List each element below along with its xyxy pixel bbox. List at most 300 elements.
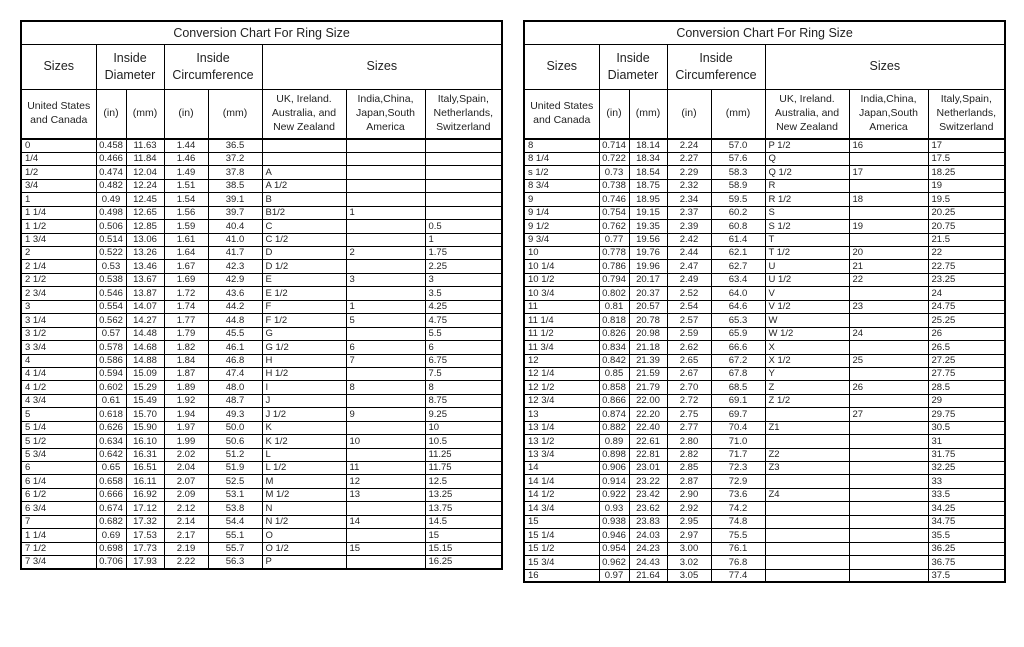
- cell: 37.5: [928, 569, 1005, 582]
- cell: 9: [524, 193, 599, 206]
- cell: [765, 408, 849, 421]
- cell: 0.562: [96, 314, 126, 327]
- cell: 3.05: [667, 569, 711, 582]
- cell: 20: [849, 247, 928, 260]
- cell: [425, 139, 502, 152]
- cell: 0.89: [599, 435, 629, 448]
- cell: 10 1/2: [524, 273, 599, 286]
- cell: [346, 233, 425, 246]
- cell: 2.29: [667, 166, 711, 179]
- cell: [849, 233, 928, 246]
- cell: 11 3/4: [524, 341, 599, 354]
- cell: 8: [524, 139, 599, 152]
- cell: 23.25: [928, 273, 1005, 286]
- cell: 4.25: [425, 300, 502, 313]
- ring-size-chart-right: [523, 20, 1006, 583]
- cell: 69.7: [711, 408, 765, 421]
- cell: 4 1/4: [21, 367, 96, 380]
- cell: 11.84: [126, 152, 164, 165]
- cell: 2.39: [667, 220, 711, 233]
- cell: Q 1/2: [765, 166, 849, 179]
- cell: D 1/2: [262, 260, 346, 273]
- cell: [849, 341, 928, 354]
- chart-title: Conversion Chart For Ring Size: [524, 21, 1005, 44]
- cell: 4.75: [425, 314, 502, 327]
- cell: 3: [346, 273, 425, 286]
- cell: U 1/2: [765, 273, 849, 286]
- cell: [849, 488, 928, 501]
- cell: 21.5: [928, 233, 1005, 246]
- cell: 64.0: [711, 287, 765, 300]
- cell: 20.37: [629, 287, 667, 300]
- cell: 5 1/2: [21, 435, 96, 448]
- cell: 12: [346, 475, 425, 488]
- cell: 0.722: [599, 152, 629, 165]
- cell: Z 1/2: [765, 394, 849, 407]
- cell: 17.32: [126, 515, 164, 528]
- cell: 23.22: [629, 475, 667, 488]
- cell: 17.53: [126, 529, 164, 542]
- cell: 2.90: [667, 488, 711, 501]
- cell: 2.95: [667, 515, 711, 528]
- table-row: [524, 152, 1005, 165]
- cell: 2.02: [164, 448, 208, 461]
- cell: 37.2: [208, 152, 262, 165]
- table-row: [524, 314, 1005, 327]
- cell: 6: [21, 462, 96, 475]
- cell: 36.25: [928, 542, 1005, 555]
- cell: 1.59: [164, 220, 208, 233]
- column-header-circumference-in: (in): [667, 89, 711, 139]
- table-row: [524, 233, 1005, 246]
- cell: 9 1/4: [524, 206, 599, 219]
- cell: 0.946: [599, 529, 629, 542]
- cell: 0.674: [96, 502, 126, 515]
- cell: 26.5: [928, 341, 1005, 354]
- table-row: [524, 193, 1005, 206]
- cell: E 1/2: [262, 287, 346, 300]
- title-row: [21, 21, 502, 44]
- cell: 0.826: [599, 327, 629, 340]
- cell: 2.49: [667, 273, 711, 286]
- cell: J: [262, 394, 346, 407]
- table-row: [21, 408, 502, 421]
- cell: 0.53: [96, 260, 126, 273]
- table-row: [21, 515, 502, 528]
- table-row: [524, 220, 1005, 233]
- table-row: [524, 502, 1005, 515]
- cell: H 1/2: [262, 367, 346, 380]
- cell: 8: [425, 381, 502, 394]
- cell: 2.22: [164, 556, 208, 569]
- cell: 34.25: [928, 502, 1005, 515]
- cell: 31: [928, 435, 1005, 448]
- cell: 11: [346, 462, 425, 475]
- cell: Z3: [765, 462, 849, 475]
- cell: 58.3: [711, 166, 765, 179]
- column-group-inside-circumference: Inside Circumference: [164, 44, 262, 89]
- cell: 10.5: [425, 435, 502, 448]
- cell: M 1/2: [262, 488, 346, 501]
- cell: 5: [21, 408, 96, 421]
- cell: 0.594: [96, 367, 126, 380]
- cell: 18.14: [629, 139, 667, 152]
- cell: 60.8: [711, 220, 765, 233]
- cell: 51.9: [208, 462, 262, 475]
- cell: U: [765, 260, 849, 273]
- cell: 1.94: [164, 408, 208, 421]
- cell: 2.65: [667, 354, 711, 367]
- cell: 16: [849, 139, 928, 152]
- cell: 24.23: [629, 542, 667, 555]
- cell: 2.47: [667, 260, 711, 273]
- cell: 21.64: [629, 569, 667, 582]
- cell: 1.51: [164, 179, 208, 192]
- cell: 9 1/2: [524, 220, 599, 233]
- cell: 3/4: [21, 179, 96, 192]
- cell: 0.658: [96, 475, 126, 488]
- cell: 0.698: [96, 542, 126, 555]
- cell: 11.63: [126, 139, 164, 152]
- column-group-inside-diameter: Inside Diameter: [599, 44, 667, 89]
- cell: 48.0: [208, 381, 262, 394]
- cell: 16.31: [126, 448, 164, 461]
- cell: 8: [346, 381, 425, 394]
- cell: [849, 529, 928, 542]
- column-header-us-canada: United States and Canada: [21, 89, 96, 139]
- cell: 55.1: [208, 529, 262, 542]
- cell: 2.92: [667, 502, 711, 515]
- table-row: [524, 556, 1005, 569]
- cell: Z4: [765, 488, 849, 501]
- cell: 51.2: [208, 448, 262, 461]
- cell: 1/4: [21, 152, 96, 165]
- cell: 74.2: [711, 502, 765, 515]
- cell: 73.6: [711, 488, 765, 501]
- cell: 14.5: [425, 515, 502, 528]
- table-row: [524, 529, 1005, 542]
- cell: S: [765, 206, 849, 219]
- cell: 6 3/4: [21, 502, 96, 515]
- cell: [346, 287, 425, 300]
- column-header-diameter-mm: (mm): [126, 89, 164, 139]
- table-row: [21, 435, 502, 448]
- cell: 15: [425, 529, 502, 542]
- cell: 11 1/2: [524, 327, 599, 340]
- table-row: [524, 179, 1005, 192]
- cell: 0.738: [599, 179, 629, 192]
- table-row: [21, 327, 502, 340]
- cell: 0.634: [96, 435, 126, 448]
- table-row: [21, 448, 502, 461]
- cell: B1/2: [262, 206, 346, 219]
- cell: 13.25: [425, 488, 502, 501]
- cell: 2.19: [164, 542, 208, 555]
- cell: 14 1/4: [524, 475, 599, 488]
- cell: 15.70: [126, 408, 164, 421]
- cell: 44.2: [208, 300, 262, 313]
- cell: 13.67: [126, 273, 164, 286]
- cell: 25.25: [928, 314, 1005, 327]
- cell: 76.1: [711, 542, 765, 555]
- table-row: [21, 381, 502, 394]
- column-group-sizes-intl: Sizes: [262, 44, 502, 89]
- cell: 68.5: [711, 381, 765, 394]
- cell: 12 1/2: [524, 381, 599, 394]
- cell: 52.5: [208, 475, 262, 488]
- cell: [849, 206, 928, 219]
- column-group-sizes-intl: Sizes: [765, 44, 1005, 89]
- table-row: [524, 327, 1005, 340]
- cell: 24.03: [629, 529, 667, 542]
- cell: 63.4: [711, 273, 765, 286]
- table-row: [524, 206, 1005, 219]
- cell: [849, 515, 928, 528]
- cell: 41.0: [208, 233, 262, 246]
- cell: 15: [346, 542, 425, 555]
- cell: 31.75: [928, 448, 1005, 461]
- cell: [849, 542, 928, 555]
- cell: 12.65: [126, 206, 164, 219]
- cell: [765, 529, 849, 542]
- cell: 22.00: [629, 394, 667, 407]
- cell: 19.15: [629, 206, 667, 219]
- cell: N 1/2: [262, 515, 346, 528]
- cell: 2.80: [667, 435, 711, 448]
- cell: 0.754: [599, 206, 629, 219]
- cell: 74.8: [711, 515, 765, 528]
- cell: 0.73: [599, 166, 629, 179]
- cell: 46.8: [208, 354, 262, 367]
- column-header-india: India,China, Japan,South America: [849, 89, 928, 139]
- cell: 8.75: [425, 394, 502, 407]
- cell: 0.818: [599, 314, 629, 327]
- cell: 0.954: [599, 542, 629, 555]
- cell: 1.46: [164, 152, 208, 165]
- column-group-row: [524, 44, 1005, 89]
- table-row: [21, 260, 502, 273]
- cell: T: [765, 233, 849, 246]
- cell: [765, 542, 849, 555]
- cell: 0.69: [96, 529, 126, 542]
- cell: [425, 206, 502, 219]
- cell: 67.2: [711, 354, 765, 367]
- cell: 8 1/4: [524, 152, 599, 165]
- table-row: [524, 381, 1005, 394]
- cell: 0.626: [96, 421, 126, 434]
- cell: 15 1/4: [524, 529, 599, 542]
- cell: 4 1/2: [21, 381, 96, 394]
- cell: 4 3/4: [21, 394, 96, 407]
- cell: W: [765, 314, 849, 327]
- cell: 0.586: [96, 354, 126, 367]
- cell: B: [262, 193, 346, 206]
- cell: 3 1/4: [21, 314, 96, 327]
- cell: 22.81: [629, 448, 667, 461]
- cell: 1.72: [164, 287, 208, 300]
- cell: 12.45: [126, 193, 164, 206]
- cell: 18.25: [928, 166, 1005, 179]
- cell: 45.5: [208, 327, 262, 340]
- ring-size-chart-left: [20, 20, 503, 570]
- cell: 2.12: [164, 502, 208, 515]
- cell: 15 3/4: [524, 556, 599, 569]
- cell: 13.46: [126, 260, 164, 273]
- cell: 11.75: [425, 462, 502, 475]
- cell: 12.5: [425, 475, 502, 488]
- cell: 14: [524, 462, 599, 475]
- cell: [346, 220, 425, 233]
- cell: F 1/2: [262, 314, 346, 327]
- cell: 11.25: [425, 448, 502, 461]
- cell: 2.59: [667, 327, 711, 340]
- cell: 0.714: [599, 139, 629, 152]
- cell: A 1/2: [262, 179, 346, 192]
- cell: 14.88: [126, 354, 164, 367]
- cell: Z2: [765, 448, 849, 461]
- cell: 71.7: [711, 448, 765, 461]
- cell: Q: [765, 152, 849, 165]
- cell: 54.4: [208, 515, 262, 528]
- cell: 1 3/4: [21, 233, 96, 246]
- cell: 2.97: [667, 529, 711, 542]
- cell: 0.466: [96, 152, 126, 165]
- table-row: [21, 247, 502, 260]
- cell: 15: [524, 515, 599, 528]
- cell: 47.4: [208, 367, 262, 380]
- cell: 46.1: [208, 341, 262, 354]
- table-row: [21, 166, 502, 179]
- cell: 12.04: [126, 166, 164, 179]
- cell: 0.938: [599, 515, 629, 528]
- cell: 0: [21, 139, 96, 152]
- cell: 0.642: [96, 448, 126, 461]
- cell: 0.522: [96, 247, 126, 260]
- cell: [346, 260, 425, 273]
- cell: V: [765, 287, 849, 300]
- cell: 17: [928, 139, 1005, 152]
- table-row: [524, 462, 1005, 475]
- cell: P: [262, 556, 346, 569]
- cell: Z1: [765, 421, 849, 434]
- cell: 2.37: [667, 206, 711, 219]
- cell: 14.68: [126, 341, 164, 354]
- cell: 22.20: [629, 408, 667, 421]
- cell: 18.54: [629, 166, 667, 179]
- cell: 17.73: [126, 542, 164, 555]
- cell: 0.962: [599, 556, 629, 569]
- cell: 2.24: [667, 139, 711, 152]
- cell: 13 1/2: [524, 435, 599, 448]
- cell: 1.44: [164, 139, 208, 152]
- cell: 19: [928, 179, 1005, 192]
- cell: 15.15: [425, 542, 502, 555]
- table-row: [21, 287, 502, 300]
- cell: 43.6: [208, 287, 262, 300]
- table-row: [21, 475, 502, 488]
- cell: 13: [346, 488, 425, 501]
- column-header-italy: Italy,Spain, Netherlands, Switzerland: [928, 89, 1005, 139]
- cell: 50.0: [208, 421, 262, 434]
- cell: [765, 435, 849, 448]
- cell: 26: [928, 327, 1005, 340]
- cell: [849, 314, 928, 327]
- cell: 57.0: [711, 139, 765, 152]
- column-group-row: [21, 44, 502, 89]
- table-row: [524, 408, 1005, 421]
- cell: [849, 502, 928, 515]
- cell: O: [262, 529, 346, 542]
- cell: 0.914: [599, 475, 629, 488]
- cell: [346, 193, 425, 206]
- cell: 6.75: [425, 354, 502, 367]
- cell: 14.27: [126, 314, 164, 327]
- cell: 3.02: [667, 556, 711, 569]
- cell: 16.11: [126, 475, 164, 488]
- cell: 48.7: [208, 394, 262, 407]
- cell: 19.35: [629, 220, 667, 233]
- table-row: [524, 394, 1005, 407]
- cell: 0.546: [96, 287, 126, 300]
- cell: 17.93: [126, 556, 164, 569]
- cell: 1.54: [164, 193, 208, 206]
- cell: [346, 502, 425, 515]
- cell: 1.87: [164, 367, 208, 380]
- cell: C 1/2: [262, 233, 346, 246]
- cell: R 1/2: [765, 193, 849, 206]
- cell: 2.04: [164, 462, 208, 475]
- cell: V 1/2: [765, 300, 849, 313]
- cell: 3.00: [667, 542, 711, 555]
- cell: [346, 367, 425, 380]
- cell: Z: [765, 381, 849, 394]
- cell: 1.56: [164, 206, 208, 219]
- cell: 65.9: [711, 327, 765, 340]
- table-row: [524, 475, 1005, 488]
- cell: 0.778: [599, 247, 629, 260]
- cell: 1.89: [164, 381, 208, 394]
- cell: R: [765, 179, 849, 192]
- cell: 1.64: [164, 247, 208, 260]
- cell: [849, 179, 928, 192]
- column-header-diameter-mm: (mm): [629, 89, 667, 139]
- cell: 0.858: [599, 381, 629, 394]
- cell: 13 3/4: [524, 448, 599, 461]
- table-row: [21, 367, 502, 380]
- cell: 1.77: [164, 314, 208, 327]
- cell: 39.7: [208, 206, 262, 219]
- title-row: [524, 21, 1005, 44]
- cell: 2.67: [667, 367, 711, 380]
- table-row: [524, 421, 1005, 434]
- cell: 0.618: [96, 408, 126, 421]
- cell: 3.5: [425, 287, 502, 300]
- table-row: [21, 193, 502, 206]
- cell: 64.6: [711, 300, 765, 313]
- cell: 58.9: [711, 179, 765, 192]
- cell: 12 1/4: [524, 367, 599, 380]
- cell: 7.5: [425, 367, 502, 380]
- cell: 18.95: [629, 193, 667, 206]
- cell: H: [262, 354, 346, 367]
- column-group-sizes-us: Sizes: [524, 44, 599, 89]
- cell: 5 3/4: [21, 448, 96, 461]
- cell: 2.70: [667, 381, 711, 394]
- table-row: [21, 300, 502, 313]
- cell: [346, 448, 425, 461]
- column-header-row: [524, 89, 1005, 139]
- cell: 19: [849, 220, 928, 233]
